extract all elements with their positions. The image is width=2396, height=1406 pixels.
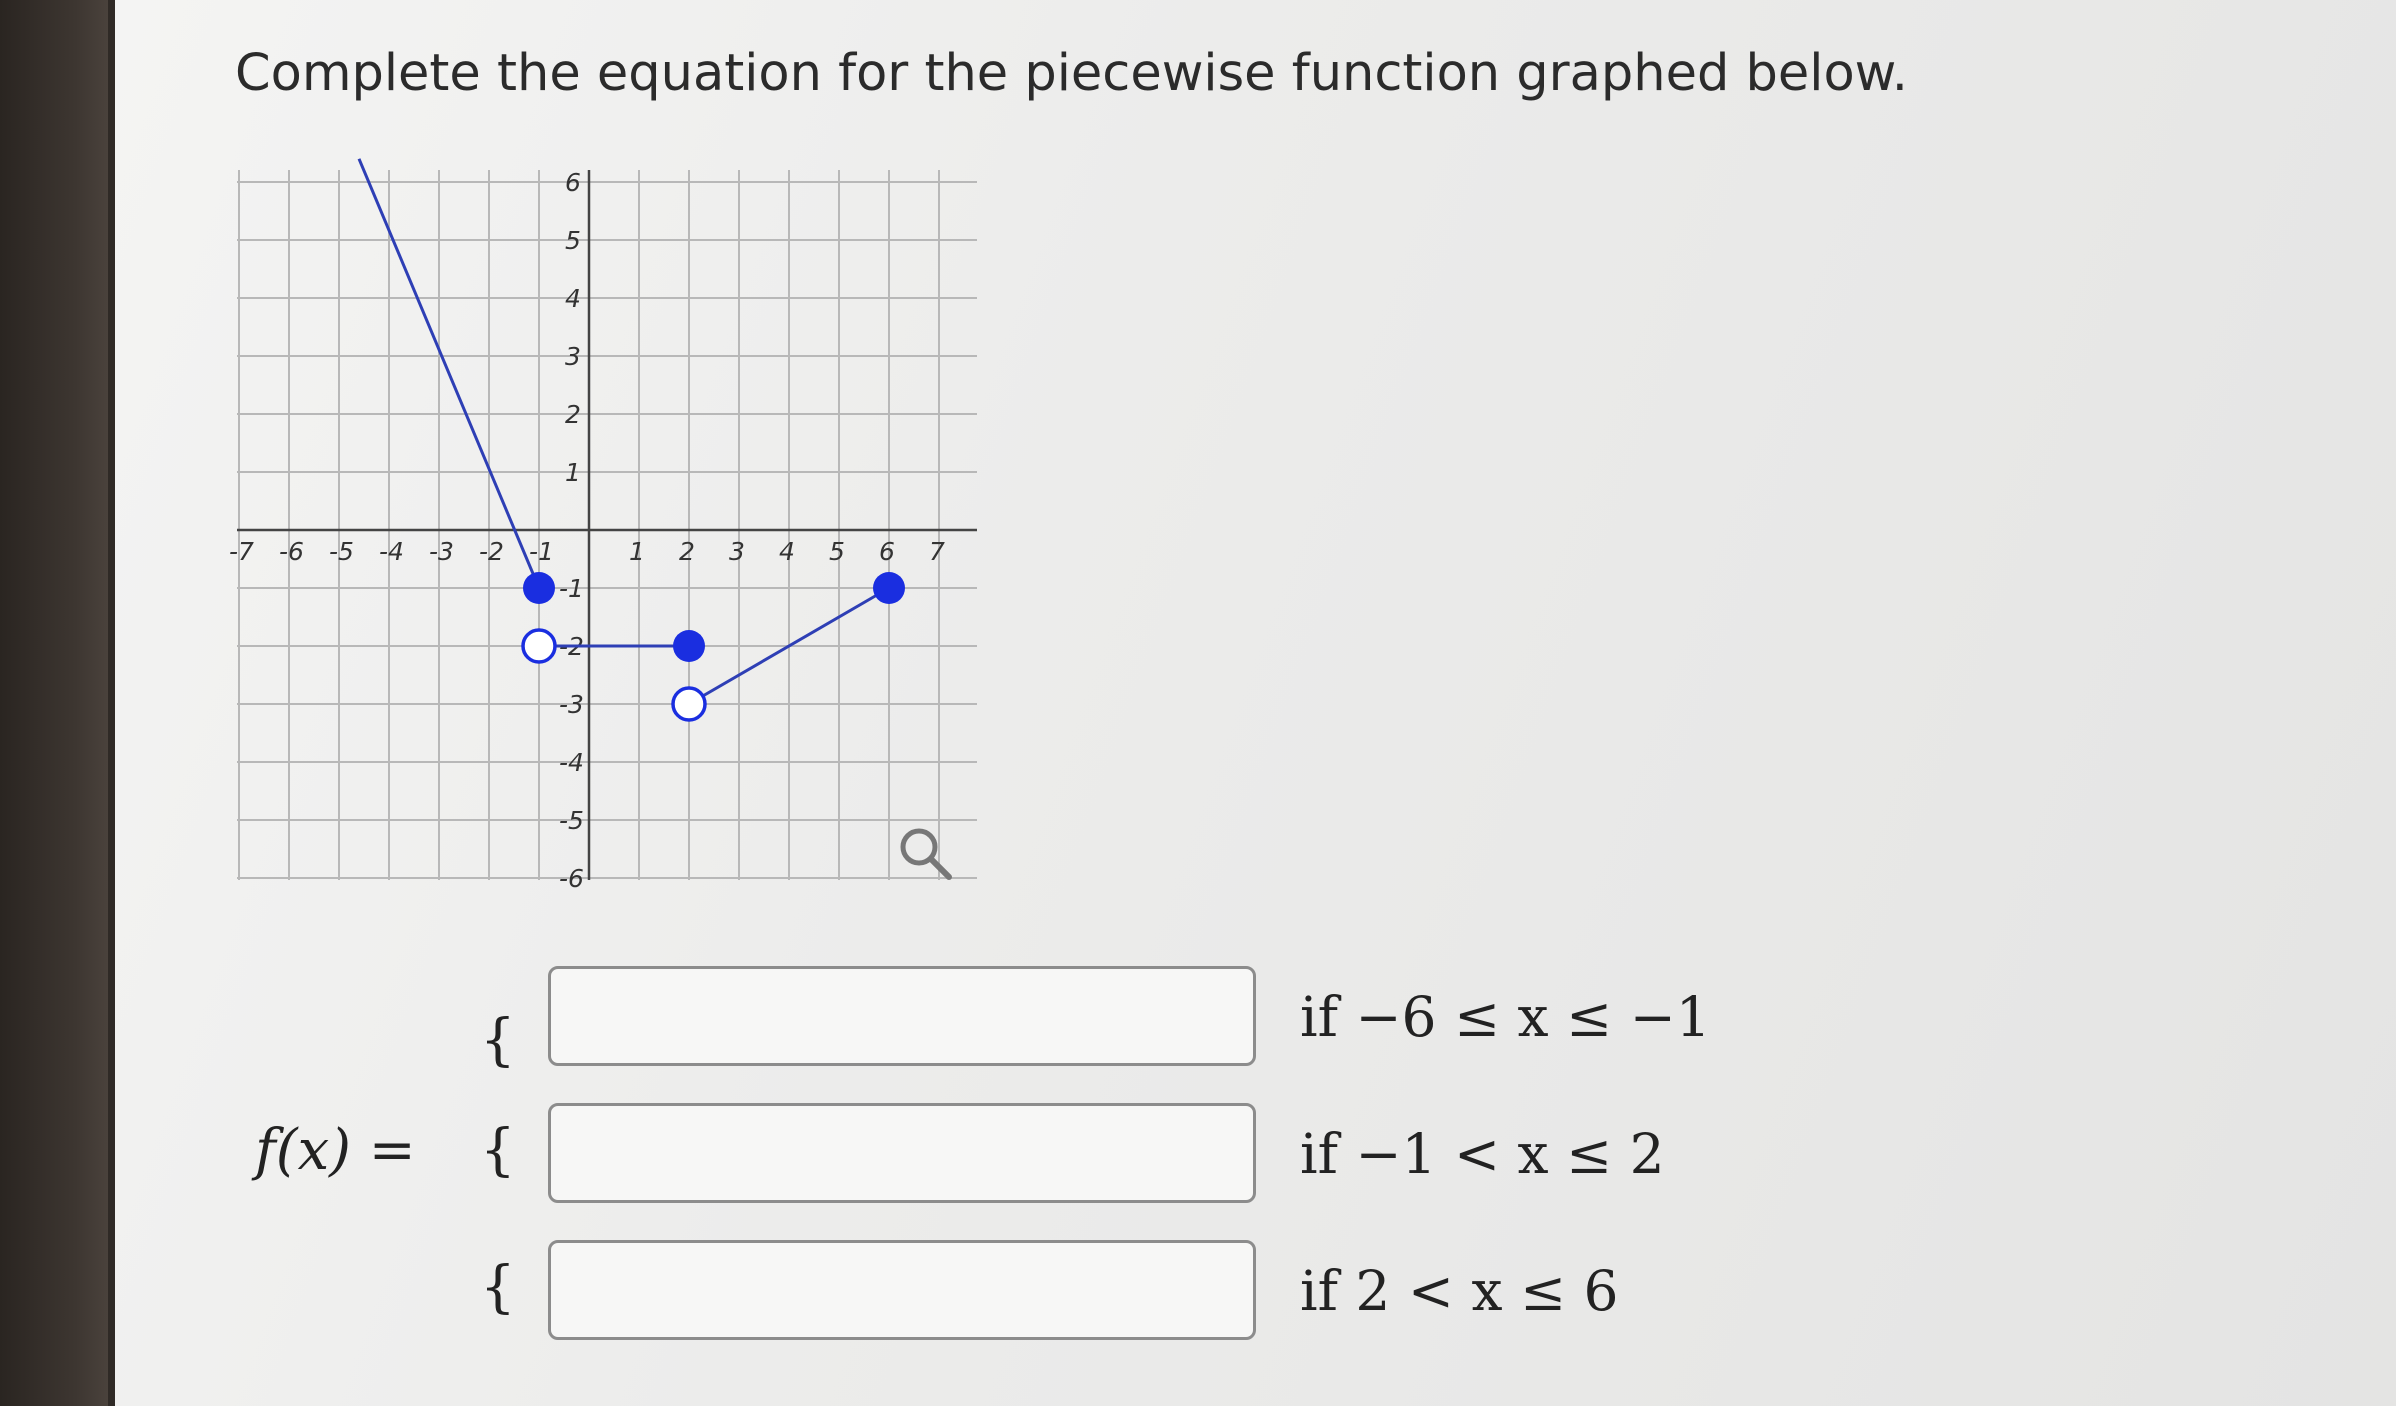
x-tick-label: 1 bbox=[629, 537, 645, 566]
piecewise-graph bbox=[227, 150, 987, 900]
x-tick-label: 7 bbox=[929, 537, 945, 566]
y-tick-label: 4 bbox=[565, 284, 581, 313]
x-tick-label: -4 bbox=[379, 537, 404, 566]
closed-point-5 bbox=[873, 572, 905, 604]
answer-input-1[interactable] bbox=[548, 966, 1256, 1066]
answer-input-3[interactable] bbox=[548, 1240, 1256, 1340]
y-tick-label: -4 bbox=[559, 748, 584, 777]
x-tick-label: -5 bbox=[329, 537, 354, 566]
x-tick-label: -3 bbox=[429, 537, 454, 566]
graph-svg bbox=[227, 150, 987, 900]
x-tick-label: 4 bbox=[779, 537, 795, 566]
brace-row-2: { bbox=[480, 1118, 516, 1183]
y-tick-label: -3 bbox=[559, 690, 584, 719]
screen bbox=[115, 0, 2396, 1406]
open-point-4 bbox=[673, 688, 705, 720]
x-tick-label: 2 bbox=[679, 537, 695, 566]
x-tick-label: -2 bbox=[479, 537, 504, 566]
y-tick-label: -6 bbox=[559, 864, 584, 893]
x-tick-label: -7 bbox=[229, 537, 254, 566]
x-tick-label: -1 bbox=[529, 537, 554, 566]
y-tick-label: -5 bbox=[559, 806, 584, 835]
open-point-2 bbox=[523, 630, 555, 662]
closed-point-1 bbox=[523, 572, 555, 604]
y-tick-label: -2 bbox=[559, 632, 584, 661]
brace-row-1: { bbox=[480, 1008, 516, 1073]
grid-lines bbox=[237, 170, 977, 880]
closed-point-3 bbox=[673, 630, 705, 662]
y-tick-label: 1 bbox=[565, 458, 581, 487]
y-tick-label: 2 bbox=[565, 400, 581, 429]
line-segment-1 bbox=[359, 159, 539, 588]
magnifier-icon[interactable] bbox=[895, 823, 955, 883]
y-tick-label: 6 bbox=[565, 168, 581, 197]
y-tick-label: 3 bbox=[565, 342, 581, 371]
y-tick-label: -1 bbox=[559, 574, 584, 603]
answer-input-2[interactable] bbox=[548, 1103, 1256, 1203]
condition-2: if −1 < x ≤ 2 bbox=[1300, 1122, 1665, 1186]
condition-1: if −6 ≤ x ≤ −1 bbox=[1300, 985, 1711, 1049]
condition-3: if 2 < x ≤ 6 bbox=[1300, 1259, 1619, 1323]
x-tick-label: 3 bbox=[729, 537, 745, 566]
x-tick-label: -6 bbox=[279, 537, 304, 566]
monitor-bezel bbox=[0, 0, 108, 1406]
x-tick-label: 5 bbox=[829, 537, 845, 566]
question-text: Complete the equation for the piecewise function graphed below. bbox=[235, 44, 1908, 103]
y-tick-label: 5 bbox=[565, 226, 581, 255]
brace-row-3: { bbox=[480, 1255, 516, 1320]
function-label: f(x) = bbox=[255, 1118, 416, 1183]
x-tick-label: 6 bbox=[879, 537, 895, 566]
